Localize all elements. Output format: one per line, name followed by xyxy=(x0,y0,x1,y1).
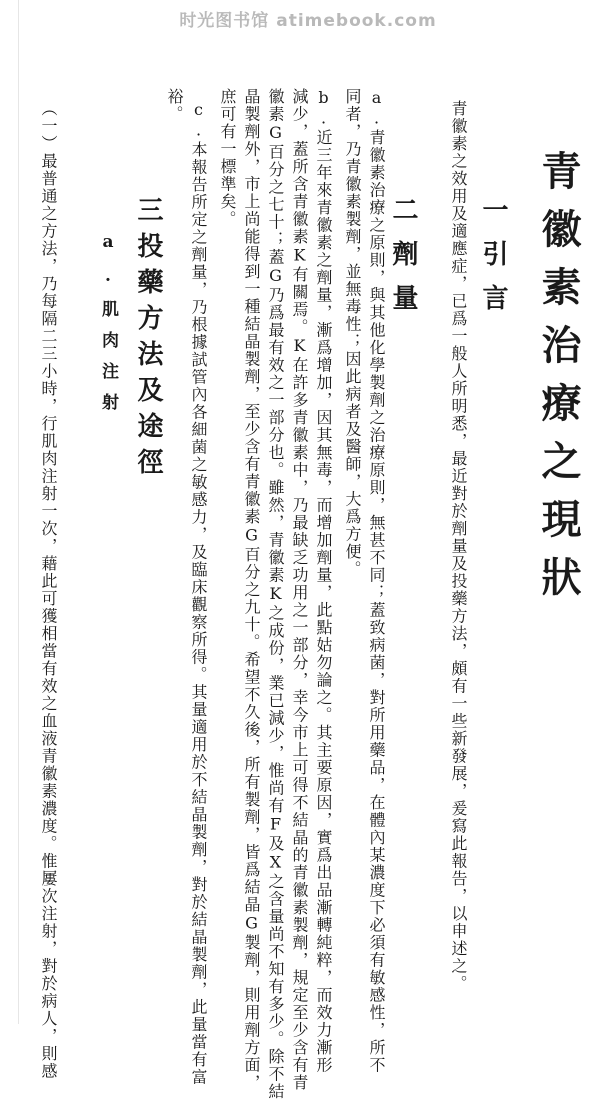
dosage-text-line: 晶製劑外，市上尚能得到一種結晶製劑，至少含有青徽素G百分之九十。希望不久後，所有製劑，皆爲結晶G製劑，則用劑方面， xyxy=(242,88,261,1092)
section-heading-administration: 三投藥方法及途徑 xyxy=(133,196,163,484)
section-heading-intro: 一引言 xyxy=(478,196,508,328)
dosage-text-line: 同者，乃青徽素製劑，並無毒性；因此病者及醫師，大爲方便。 xyxy=(343,88,362,578)
intro-text-line: 青徽素之效用及適應症，已爲一般人所明悉，最近對於劑量及投藥方法，頗有一些新發展，爰寫此報告，以申述之。 xyxy=(449,100,468,993)
dosage-text-line: 徽素G百分之七十；蓋G乃爲最有效之一部分也。雖然，青徽素K之成份，業已減少，惟尚有F及X之含量尚不知有多少。除不結 xyxy=(266,88,285,1101)
subheading-intramuscular: a.肌肉注射 xyxy=(98,232,118,424)
dosage-text-line: 裕。 xyxy=(165,88,184,123)
dosage-text-line: b.近三年來青徽素之劑量，漸爲增加，因其無毒，而增加劑量，此點姑勿論之。其主要原因，實爲出品漸轉純粹，而效力漸形 xyxy=(314,88,333,1074)
watermark: 时光图书馆 atimebook.com xyxy=(179,11,437,31)
page-edge xyxy=(18,0,19,1024)
dosage-text-line: 減少，蓋所含青徽素K有關焉。K在許多青徽素中，乃最缺乏功用之一部分，幸今市上可得不結晶的青徽素製劑，規定至少含有青 xyxy=(290,88,309,1092)
dosage-text-line: a.青徽素治療之原則，與其他化學製劑之治療原則，無甚不同；蓋致病菌，對所用藥品，在體內某濃度下必須有敏感性，所不 xyxy=(367,88,386,1074)
dosage-text-line: 庶可有一標準矣。 xyxy=(218,88,237,228)
administration-text-line: （一）最普通之方法，乃每隔二三小時，行肌肉注射一次，藉此可獲相當有效之血液青徽素濃度。惟屢次注射，對於病人，則感 xyxy=(39,100,58,1080)
page-title: 青徽素治療之現狀 xyxy=(535,150,582,614)
section-heading-dosage: 二劑量 xyxy=(388,196,418,328)
dosage-text-line: c.本報告所定之劑量，乃根據試管內各細菌之敏感力，及臨床觀察所得。其量適用於不結晶製劑，對於結晶製劑，此量當有富 xyxy=(189,100,208,1086)
